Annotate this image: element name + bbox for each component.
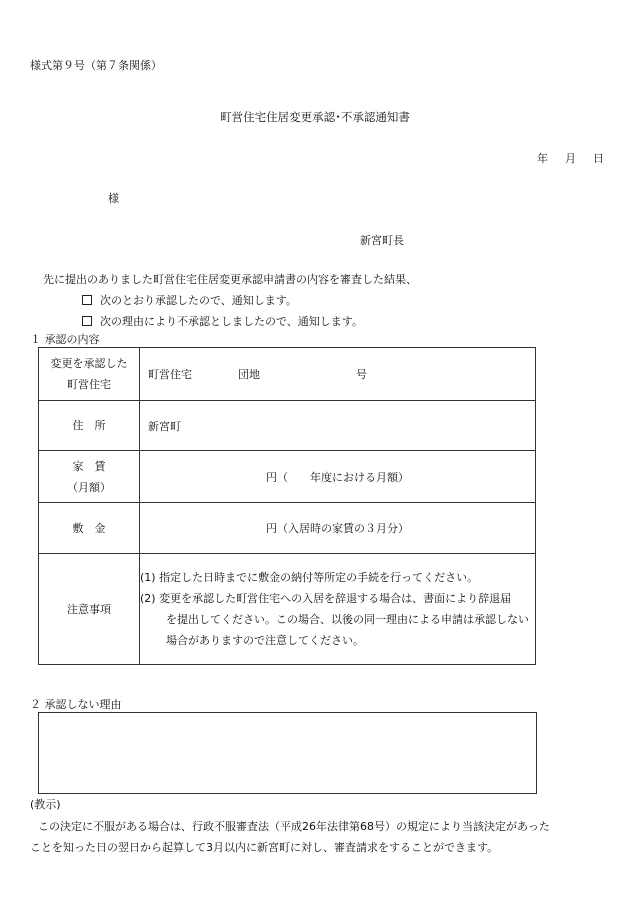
rejected-checkbox[interactable] xyxy=(82,316,92,326)
option-approved-label: 次のとおり承認したので、通知します。 xyxy=(100,294,297,307)
housing-value-number: 号 xyxy=(356,368,367,381)
section1-heading: １ 承認の内容 xyxy=(30,333,100,346)
document-title: 町営住宅住居変更承認･不承認通知書 xyxy=(220,110,410,124)
rent-label-line2: （月額） xyxy=(67,480,111,494)
rent-label-line1: 家 賃 xyxy=(72,459,106,473)
date-line xyxy=(537,150,604,166)
issuer-name: 新宮町長 xyxy=(360,234,404,247)
notes-label: 注意事項 xyxy=(39,554,140,665)
housing-label xyxy=(39,348,140,401)
table-row-rent xyxy=(39,451,536,503)
housing-value-prefix: 町営住宅 xyxy=(148,368,192,381)
deposit-label: 敷 金 xyxy=(39,503,140,554)
note-2-line3: 場合がありますので注意してください。 xyxy=(166,634,364,647)
table-row-deposit xyxy=(39,503,536,554)
table-row-housing xyxy=(39,348,536,401)
address-value[interactable]: 新宮町 xyxy=(140,401,536,451)
housing-label-line2: 町営住宅 xyxy=(67,378,111,391)
housing-label-line1: 変更を承認した xyxy=(50,357,128,370)
addressee-honorific: 様 xyxy=(108,192,119,205)
rent-value[interactable]: 円（ 年度における月額） xyxy=(140,451,536,503)
notes-value xyxy=(140,554,536,665)
approval-table xyxy=(38,347,536,665)
option-approved xyxy=(82,292,297,308)
note-2-line2: を提出してください。この場合、以後の同一理由による申請は承認しない xyxy=(166,613,529,626)
section2-heading: ２ 承認しない理由 xyxy=(30,698,122,711)
approved-checkbox[interactable] xyxy=(82,295,92,305)
table-row-notes xyxy=(39,554,536,665)
form-number: 様式第９号（第７条関係） xyxy=(30,59,162,72)
date-year: 年 xyxy=(537,152,548,165)
housing-value[interactable] xyxy=(140,348,536,401)
address-label: 住 所 xyxy=(39,401,140,451)
note-2-line1: (2) 変更を承認した町営住宅への入居を辞退する場合は、書面により辞退届 xyxy=(140,592,512,605)
rejection-reason-box[interactable] xyxy=(38,712,537,794)
instruction-line1: この決定に不服がある場合は、行政不服審査法（平成26年法律第68号）の規定により当該決定があった xyxy=(38,820,550,833)
housing-value-complex: 団地 xyxy=(238,368,260,381)
option-rejected xyxy=(82,313,363,329)
rent-label xyxy=(39,451,140,503)
date-month: 月 xyxy=(565,152,576,165)
intro-text: 先に提出のありました町営住宅住居変更承認申請書の内容を審査した結果、 xyxy=(43,273,417,286)
note-1: (1) 指定した日時までに敷金の納付等所定の手続を行ってください。 xyxy=(140,571,479,584)
table-row-address xyxy=(39,401,536,451)
date-day: 日 xyxy=(593,152,604,165)
instruction-heading: (教示) xyxy=(30,798,61,811)
instruction-line2: ことを知った日の翌日から起算して3月以内に新宮町に対し、審査請求をすることができます。 xyxy=(30,841,499,854)
option-rejected-label: 次の理由により不承認としましたので、通知します。 xyxy=(100,315,363,328)
deposit-value[interactable]: 円（入居時の家賃の３月分） xyxy=(140,503,536,554)
